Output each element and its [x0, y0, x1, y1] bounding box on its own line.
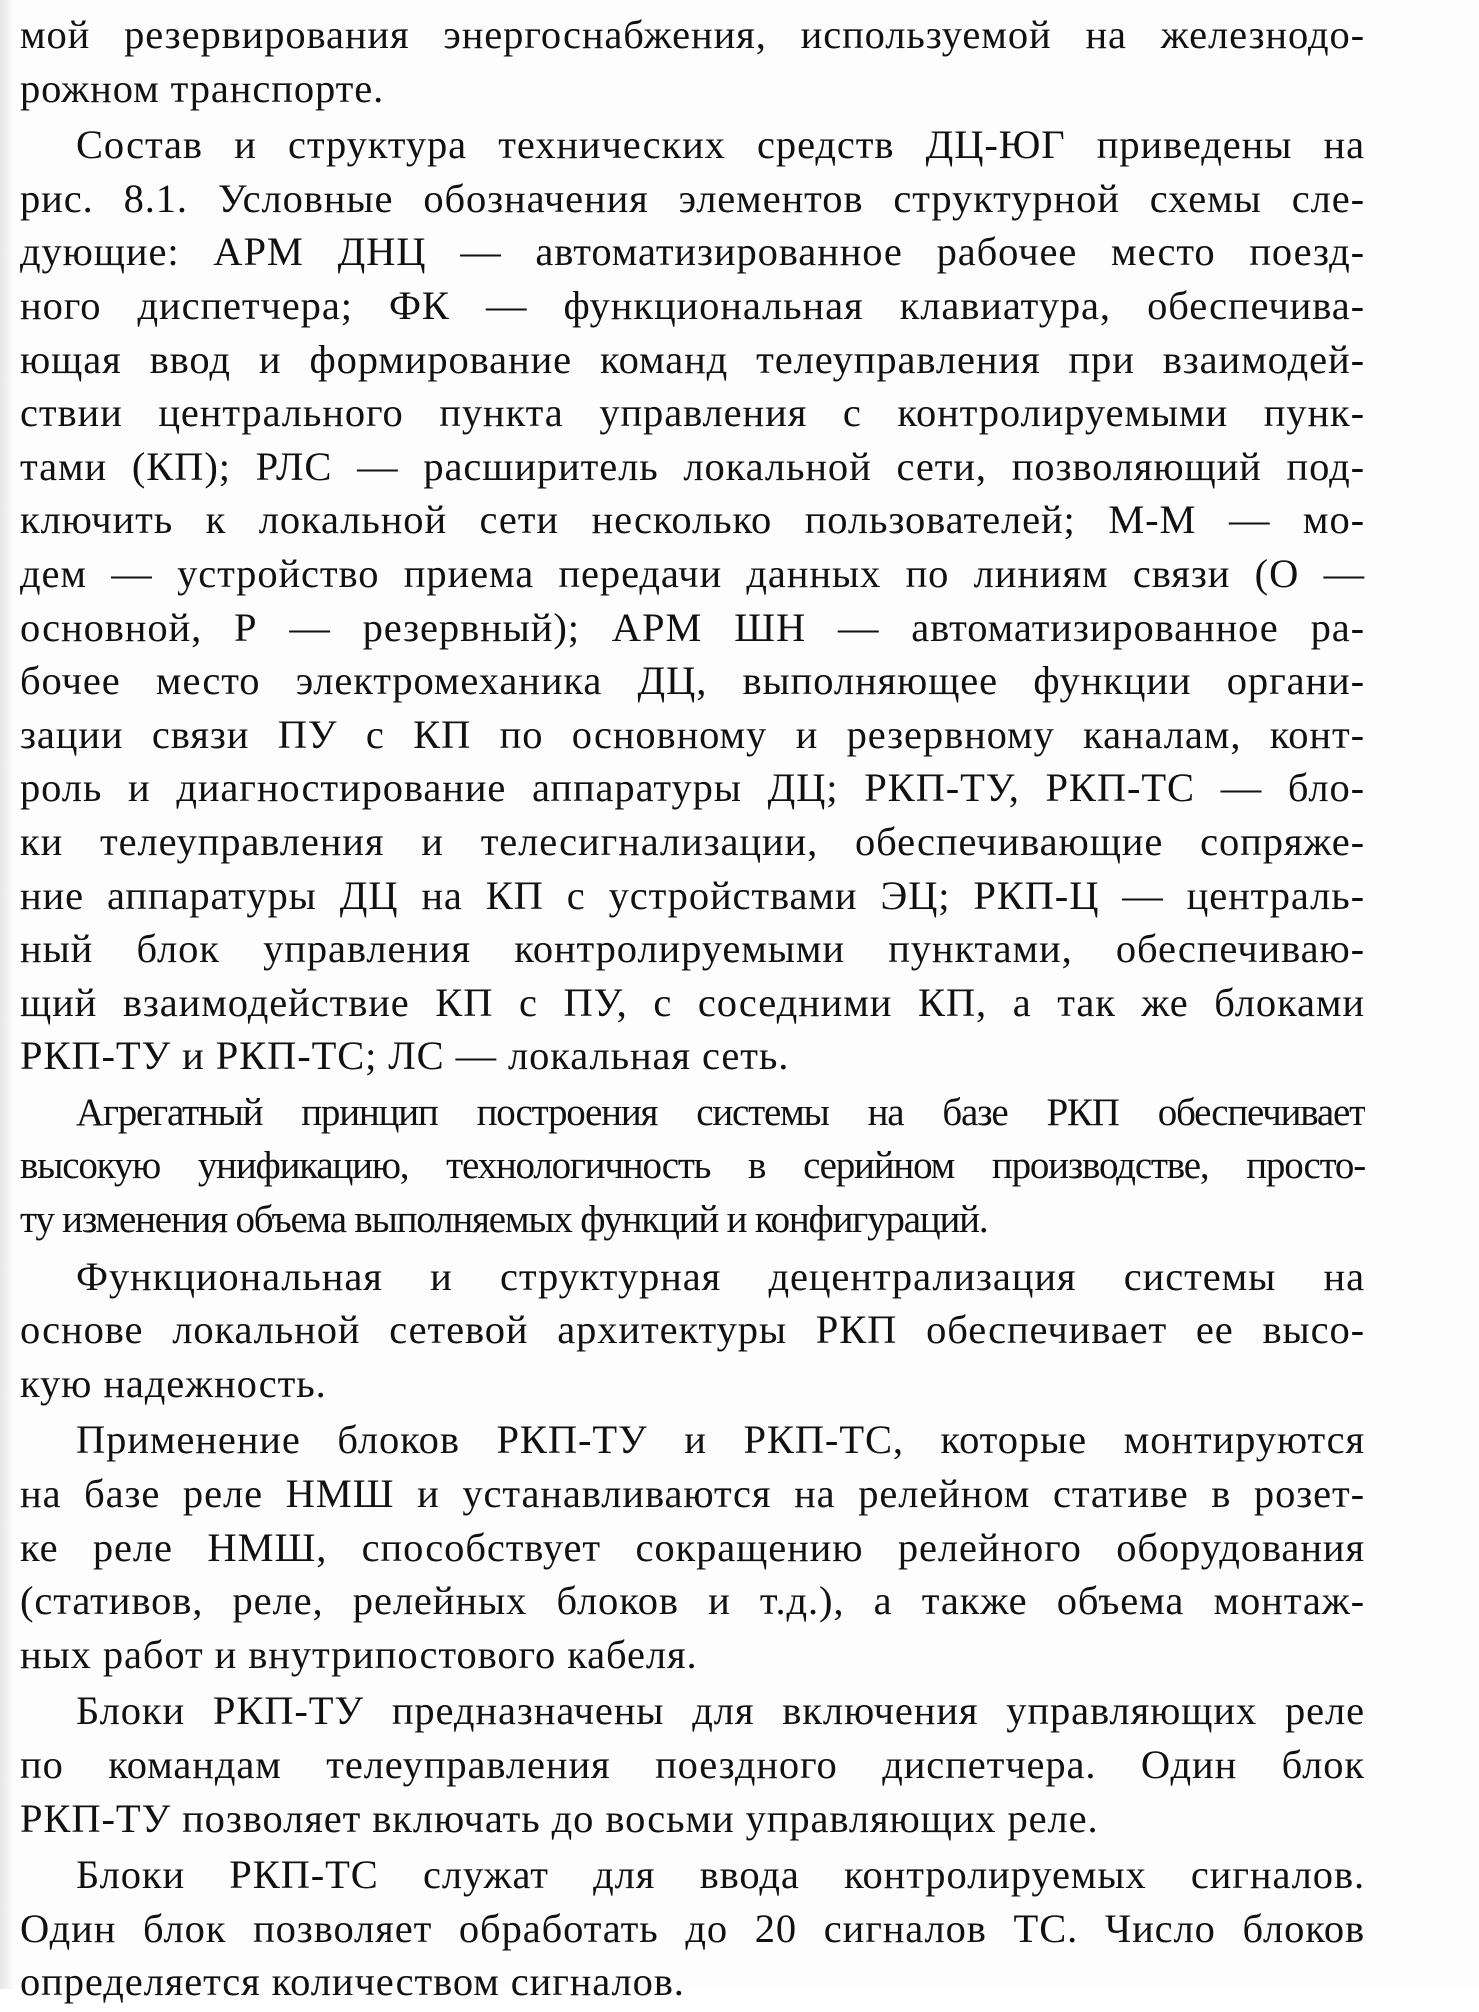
- text-line: на базе реле НМШ и устанавливаются на релейном стативе в розет-: [20, 1471, 1365, 1517]
- text-line: ключить к локальной сети несколько пользователей; М-М — мо-: [20, 497, 1365, 543]
- text-line: Состав и структура технических средств ДЦ-ЮГ приведены на: [76, 122, 1365, 168]
- scan-edge-shadow: [0, 0, 14, 1989]
- text-line: ту изменения объема выполняемых функций и конфигураций.: [20, 1198, 988, 1242]
- text-line: по командам телеуправления поездного диспетчера. Один блок: [20, 1742, 1365, 1787]
- text-line: ных работ и внутрипостового кабеля.: [20, 1631, 698, 1677]
- paragraph-structure-legend: [20, 118, 1365, 1083]
- text-line: Блоки РКП-ТС служат для ввода контролируемых сигналов.: [76, 1852, 1365, 1898]
- text-line: дующие: АРМ ДНЦ — автоматизированное рабочее место поезд-: [20, 229, 1365, 275]
- body-text: [20, 8, 1365, 2012]
- text-line: рис. 8.1. Условные обозначения элементов структурной схемы сле-: [20, 175, 1365, 221]
- text-line: определяется количеством сигналов.: [20, 1959, 685, 2005]
- paragraph-rkp-blocks-usage: [20, 1413, 1365, 1681]
- text-line: ствии центрального пункта управления с контролируемыми пунк-: [20, 390, 1365, 436]
- text-line: ный блок управления контролируемыми пунктами, обеспечиваю-: [20, 926, 1365, 972]
- paragraph-aggregate-principle: [20, 1086, 1365, 1247]
- paragraph-rkp-tu: [20, 1684, 1365, 1845]
- text-line: Функциональная и структурная децентрализация системы на: [76, 1253, 1365, 1299]
- text-line: основе локальной сетевой архитектуры РКП обеспечивает ее высо-: [20, 1307, 1365, 1353]
- paragraph-continuation: [20, 8, 1365, 115]
- text-line: РКП-ТУ и РКП-ТС; ЛС — локальная сеть.: [20, 1033, 790, 1079]
- text-line: высокую унификацию, технологичность в серийном производстве, просто-: [20, 1144, 1365, 1188]
- text-line: Агрегатный принцип построения системы на базе РКП обеспечивает: [76, 1090, 1365, 1134]
- text-line: ющая ввод и формирование команд телеуправления при взаимодей-: [20, 336, 1365, 382]
- text-line: Применение блоков РКП-ТУ и РКП-ТС, которые монтируются: [76, 1417, 1365, 1463]
- text-line: щий взаимодействие КП с ПУ, с соседними КП, а так же блоками: [20, 979, 1365, 1025]
- text-line: ного диспетчера; ФК — функциональная клавиатура, обеспечива-: [20, 282, 1365, 328]
- text-line: Один блок позволяет обработать до 20 сигналов ТС. Число блоков: [20, 1905, 1365, 1951]
- text-line: мой резервирования энергоснабжения, используемой на железнодо-: [20, 12, 1365, 57]
- text-line: ние аппаратуры ДЦ на КП с устройствами ЭЦ; РКП-Ц — централь-: [20, 872, 1365, 918]
- text-line: роль и диагностирование аппаратуры ДЦ; РКП-ТУ, РКП-ТС — бло-: [20, 765, 1365, 811]
- text-line: ке реле НМШ, способствует сокращению релейного оборудования: [20, 1524, 1365, 1570]
- text-line: зации связи ПУ с КП по основному и резервному каналам, конт-: [20, 711, 1365, 757]
- text-line: тами (КП); РЛС — расширитель локальной сети, позволяющий под-: [20, 443, 1365, 489]
- text-line: РКП-ТУ позволяет включать до восьми управляющих реле.: [20, 1795, 1099, 1841]
- text-line: ки телеуправления и телесигнализации, обеспечивающие сопряже-: [20, 818, 1365, 864]
- text-line: рожном транспорте.: [20, 65, 385, 111]
- text-line: (стативов, реле, релейных блоков и т.д.), а также объема монтаж-: [20, 1578, 1365, 1624]
- text-line: бочее место электромеханика ДЦ, выполняющее функции органи-: [20, 658, 1365, 704]
- text-line: Блоки РКП-ТУ предназначены для включения управляющих реле: [76, 1688, 1365, 1734]
- text-line: кую надежность.: [20, 1360, 327, 1406]
- text-line: дем — устройство приема передачи данных по линиям связи (О —: [20, 550, 1365, 596]
- paragraph-decentralization: [20, 1250, 1365, 1411]
- paragraph-rkp-ts: [20, 1848, 1365, 2009]
- text-line: основной, Р — резервный); АРМ ШН — автоматизированное ра-: [20, 604, 1365, 650]
